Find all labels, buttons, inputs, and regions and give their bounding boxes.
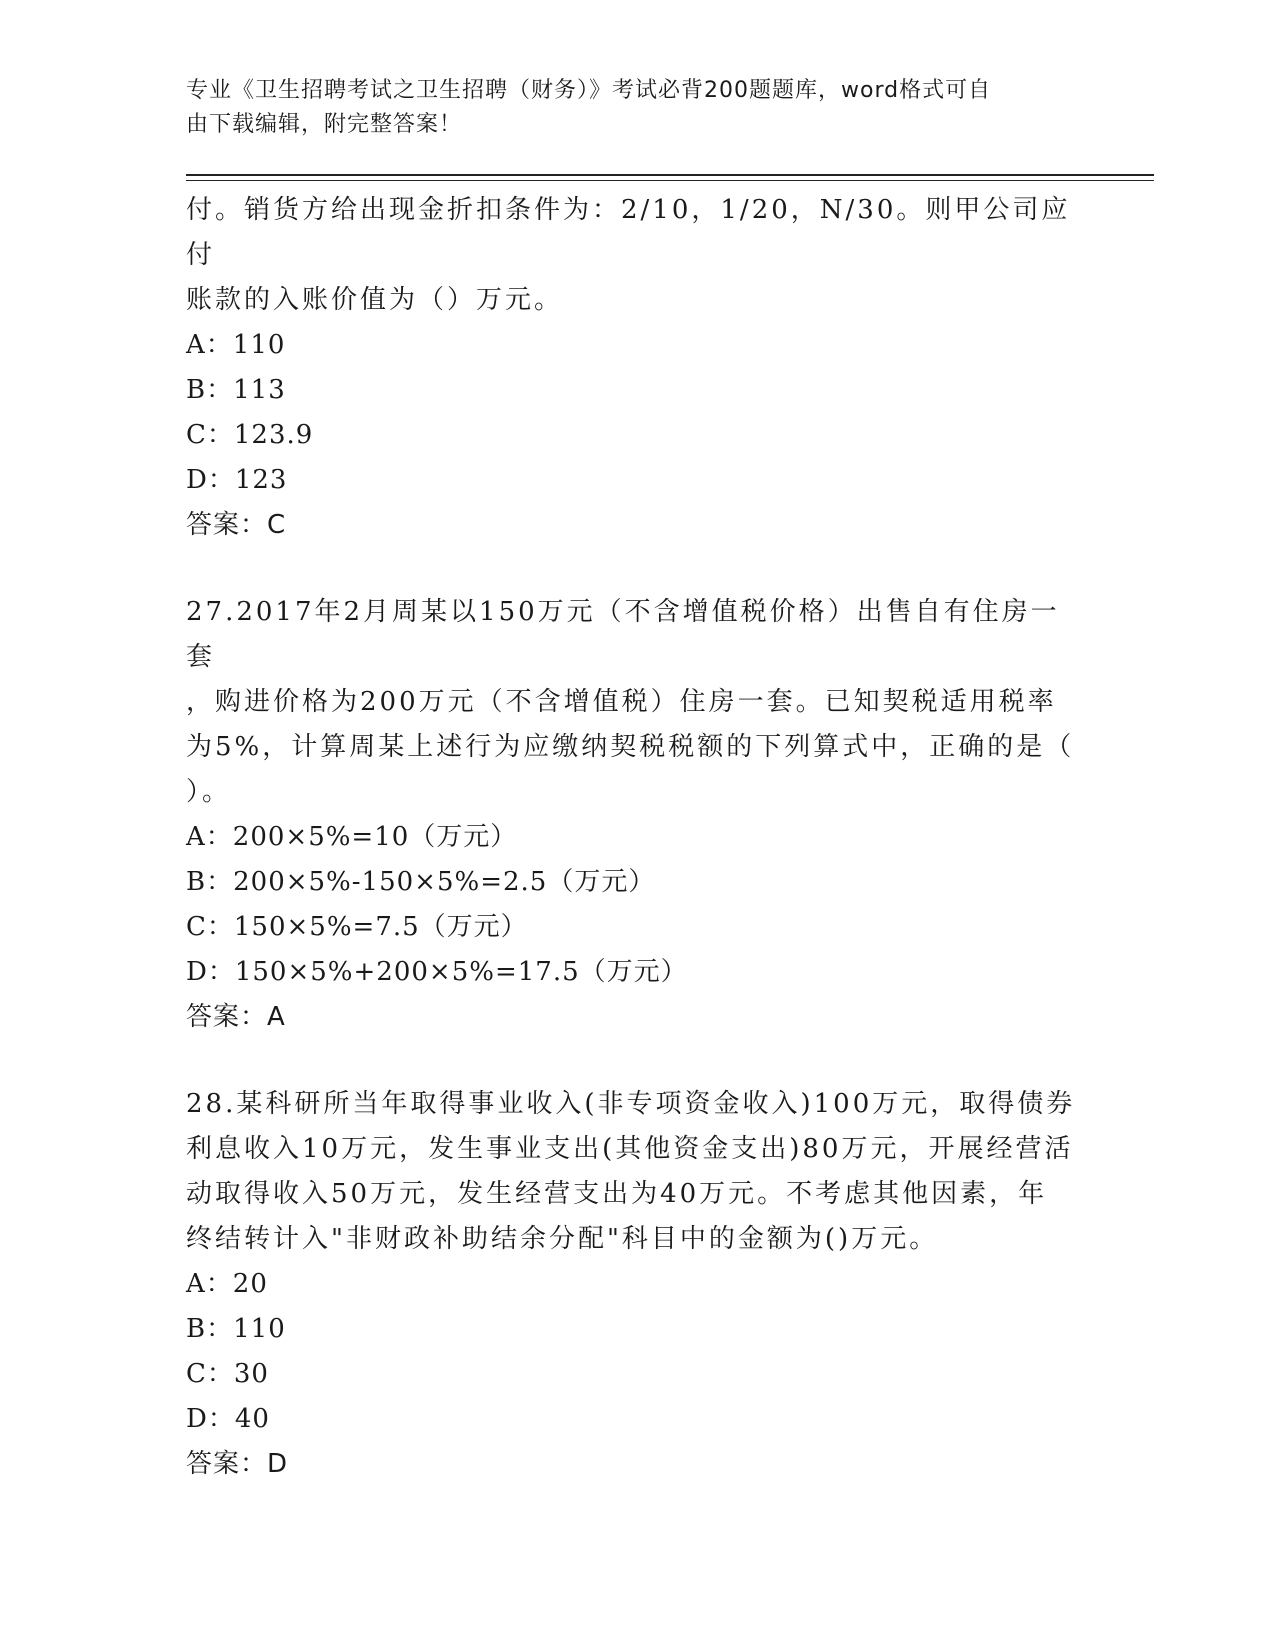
answer-line: 答案：C — [186, 510, 287, 540]
header-divider-thick — [186, 174, 1154, 176]
option-c: C：150×5%=7.5（万元） — [186, 912, 528, 942]
question-block — [186, 590, 1086, 1040]
option-b: B：110 — [186, 1314, 286, 1344]
question-text-line: ）。 — [186, 777, 232, 807]
option-a: A：200×5%=10（万元） — [186, 822, 518, 852]
question-text-line: 28.某科研所当年取得事业收入(非专项资金收入)100万元，取得债券 — [186, 1089, 1076, 1119]
header-divider-thin — [186, 180, 1154, 181]
question-block — [186, 188, 1086, 548]
question-text-line: ，购进价格为200万元（不含增值税）住房一套。已知契税适用税率 — [186, 687, 1057, 717]
option-b: B：113 — [186, 375, 286, 405]
option-c: C：123.9 — [186, 420, 314, 450]
question-text-line: 利息收入10万元，发生事业支出(其他资金支出)80万元，开展经营活 — [186, 1134, 1074, 1164]
question-text-line: 终结转计入"非财政补助结余分配"科目中的金额为()万元。 — [186, 1224, 939, 1254]
option-d: D：40 — [186, 1404, 270, 1434]
question-block — [186, 1082, 1086, 1487]
question-text-line: 账款的入账价值为（）万元。 — [186, 285, 564, 315]
question-text-line: 27.2017年2月周某以150万元（不含增值税价格）出售自有住房一套 — [186, 597, 1060, 672]
question-list — [186, 188, 1086, 1529]
option-b: B：200×5%-150×5%=2.5（万元） — [186, 867, 656, 897]
header-title-line-1: 专业《卫生招聘考试之卫生招聘（财务）》考试必背200题题库，word格式可自 — [186, 78, 992, 103]
question-text-line: 动取得收入50万元，发生经营支出为40万元。不考虑其他因素，年 — [186, 1179, 1048, 1209]
option-d: D：123 — [186, 465, 288, 495]
option-a: A：20 — [186, 1269, 268, 1299]
document-header — [186, 74, 1066, 142]
header-title-line-2: 由下载编辑，附完整答案！ — [186, 112, 463, 137]
option-c: C：30 — [186, 1359, 269, 1389]
option-a: A：110 — [186, 330, 286, 360]
answer-line: 答案：D — [186, 1449, 289, 1479]
question-text-line: 付。销货方给出现金折扣条件为：2/10，1/20，N/30。则甲公司应付 — [186, 195, 1071, 270]
answer-line: 答案：A — [186, 1002, 286, 1032]
question-text-line: 为5%，计算周某上述行为应缴纳契税税额的下列算式中，正确的是（ — [186, 732, 1075, 762]
option-d: D：150×5%+200×5%=17.5（万元） — [186, 957, 688, 987]
